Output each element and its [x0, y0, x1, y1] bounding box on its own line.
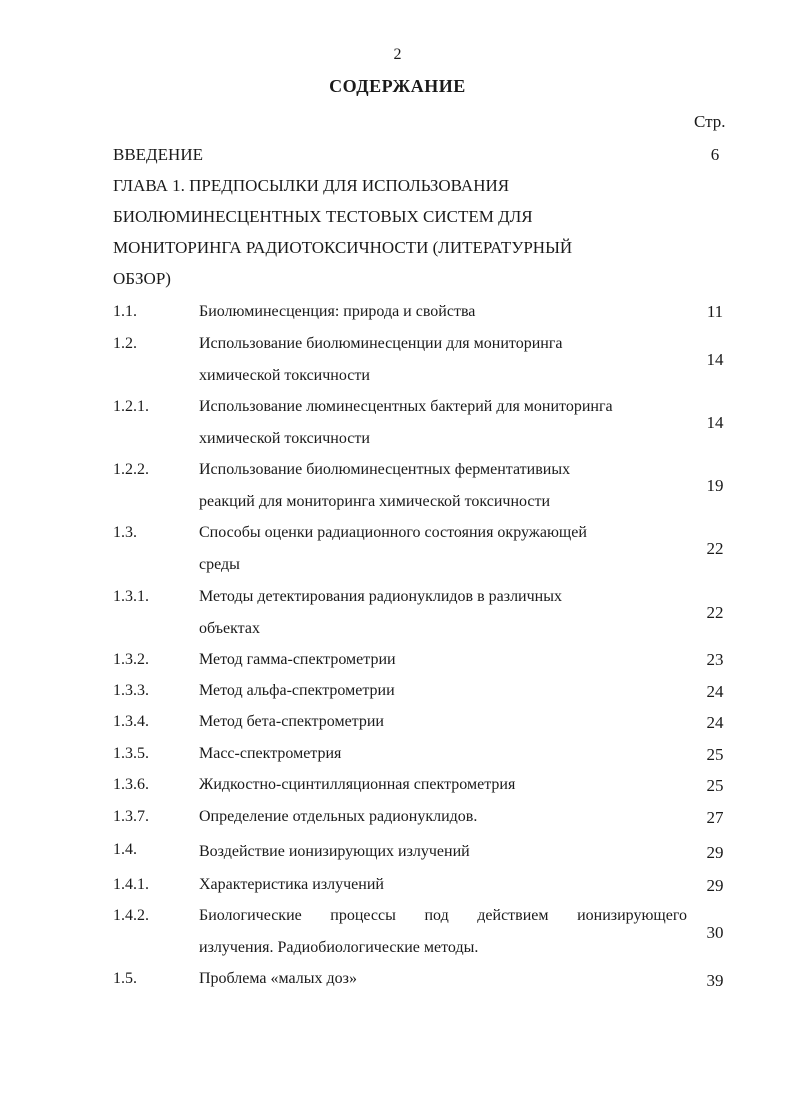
toc-entry-number: 1.5. — [113, 970, 137, 987]
toc-entry-page: 14 — [706, 350, 724, 369]
toc-entry-number: 1.3.5. — [113, 745, 149, 762]
toc-entry-text: Биолюминесценция: природа и свойства — [199, 303, 476, 320]
toc-entry-number: 1.3.6. — [113, 776, 149, 793]
toc-entry-page: 23 — [706, 650, 724, 669]
toc-entry-page: 24 — [706, 682, 724, 701]
toc-entry-text: Характеристика излучений — [199, 876, 384, 893]
page-column-header: Стр. — [694, 112, 726, 131]
toc-entry-text: Метод гамма-спектрометрии — [199, 651, 396, 668]
toc-entry-page: 19 — [706, 476, 724, 495]
intro-label: ВВЕДЕНИЕ — [113, 145, 203, 164]
toc-entry-text: Использование люминесцентных бактерий для мониторинга — [199, 398, 613, 415]
toc-entry-text: среды — [199, 556, 240, 573]
chapter-title-line: МОНИТОРИНГА РАДИОТОКСИЧНОСТИ (ЛИТЕРАТУРНЫЙ — [113, 238, 573, 257]
toc-entry-page: 25 — [706, 745, 724, 764]
toc-entry-text: излучения. Радиобиологические методы. — [199, 939, 479, 956]
toc-entry-text: Использование биолюминесценции для мониторинга — [199, 335, 563, 352]
toc-entry-text: Воздействие ионизирующих излучений — [199, 843, 470, 860]
toc-entry-number: 1.1. — [113, 303, 137, 320]
intro-page: 6 — [710, 145, 720, 164]
page-title: СОДЕРЖАНИЕ — [329, 76, 466, 96]
toc-entry-page: 30 — [706, 923, 724, 942]
toc-entry-text: Способы оценки радиационного состояния окружающей — [199, 524, 587, 541]
toc-entry-text: объектах — [199, 620, 260, 637]
toc-entry-text: Масс-спектрометрия — [199, 745, 342, 762]
toc-entry-page: 11 — [706, 302, 724, 321]
toc-entry-text: Использование биолюминесцентных ферментативиых — [199, 461, 571, 478]
chapter-title-line: ГЛАВА 1. ПРЕДПОСЫЛКИ ДЛЯ ИСПОЛЬЗОВАНИЯ — [113, 176, 510, 195]
toc-entry-page: 14 — [706, 413, 724, 432]
toc-entry-number: 1.3.1. — [113, 588, 149, 605]
toc-entry-text: реакций для мониторинга химической токсичности — [199, 493, 551, 510]
toc-entry-number: 1.3.3. — [113, 682, 149, 699]
toc-entry-page: 22 — [706, 603, 724, 622]
toc-entry-number: 1.2.2. — [113, 461, 149, 478]
toc-entry-text: Проблема «малых доз» — [199, 970, 357, 987]
toc-entry-number: 1.4.2. — [113, 907, 149, 924]
toc-entry-text: Метод бета-спектрометрии — [199, 713, 384, 730]
toc-entry-text: Жидкостно-сцинтилляционная спектрометрия — [199, 776, 516, 793]
toc-entry-number: 1.2. — [113, 335, 137, 352]
toc-entry-number: 1.4. — [113, 841, 137, 858]
toc-entry-page: 39 — [706, 971, 724, 990]
toc-entry-text: Методы детектирования радионуклидов в различных — [199, 588, 562, 605]
toc-entry-text: Метод альфа-спектрометрии — [199, 682, 395, 699]
toc-entry-page: 24 — [706, 713, 724, 732]
toc-entry-page: 25 — [706, 776, 724, 795]
page-number: 2 — [393, 46, 402, 63]
toc-entry-number: 1.3. — [113, 524, 137, 541]
toc-entry-page: 27 — [706, 808, 724, 827]
toc-entry-text: Определение отдельных радионуклидов. — [199, 808, 478, 825]
toc-entry-number: 1.3.2. — [113, 651, 149, 668]
toc-entry-page: 22 — [706, 539, 724, 558]
toc-entry-number: 1.3.4. — [113, 713, 149, 730]
toc-entry-text: химической токсичности — [199, 430, 370, 447]
toc-entry-page: 29 — [706, 843, 724, 862]
toc-entry-number: 1.2.1. — [113, 398, 149, 415]
toc-entry-text: химической токсичности — [199, 367, 370, 384]
toc-entry-number: 1.4.1. — [113, 876, 149, 893]
toc-entry-page: 29 — [706, 876, 724, 895]
toc-entry-text: Биологические процессы под действием ионизирующего — [199, 907, 687, 924]
toc-entry-number: 1.3.7. — [113, 808, 149, 825]
chapter-title-line: БИОЛЮМИНЕСЦЕНТНЫХ ТЕСТОВЫХ СИСТЕМ ДЛЯ — [113, 207, 533, 226]
chapter-title-line: ОБЗОР) — [113, 269, 171, 288]
